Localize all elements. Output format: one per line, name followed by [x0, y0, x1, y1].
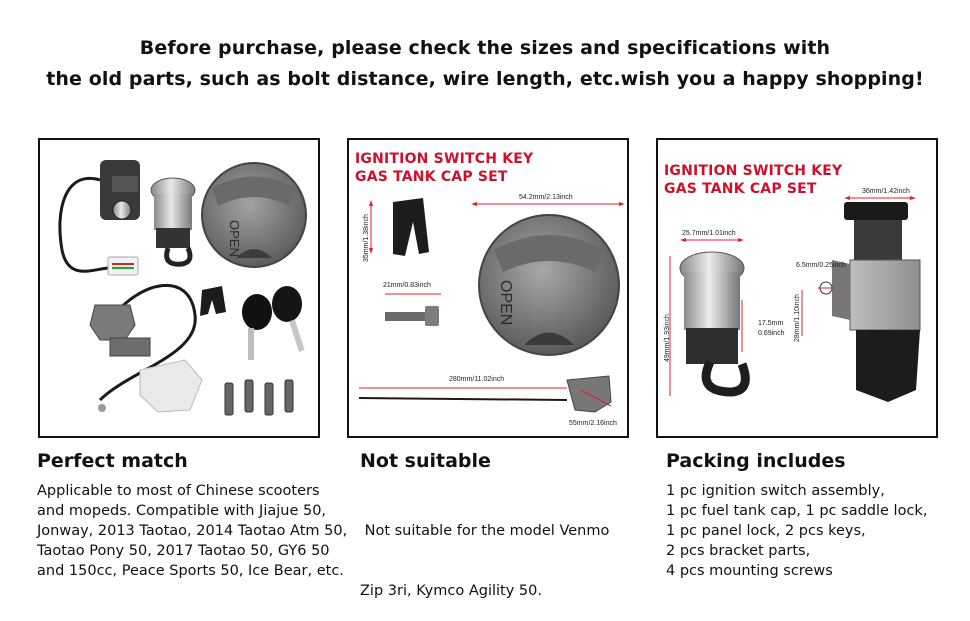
text-line: 1 pc fuel tank cap, 1 pc saddle lock,	[666, 503, 928, 519]
dimension-panel-cap	[347, 138, 629, 438]
panel3-illustration	[658, 140, 936, 436]
fuel-tank-cap	[202, 163, 306, 267]
text-line: and mopeds. Compatible with Jiajue 50,	[37, 503, 327, 519]
perfect-match-title: Perfect match	[37, 450, 188, 472]
not-suitable-text	[360, 481, 609, 621]
dim-hole: 6.5mm/0.25inch	[796, 262, 846, 269]
headline-line-2: the old parts, such as bolt distance, wire length, etc.wish you a happy shopping!	[46, 68, 924, 90]
text-line: 4 pcs mounting screws	[666, 563, 833, 579]
dim-switch-mount: 28mm/1.10inch	[794, 294, 801, 342]
product-overview-illustration	[40, 140, 318, 436]
packing-title: Packing includes	[666, 450, 846, 472]
not-suitable-title: Not suitable	[360, 450, 491, 472]
dim-end-bracket: 55mm/2.16inch	[569, 420, 617, 427]
text-line: Not suitable for the model Venmo	[360, 523, 610, 539]
dim-screw-length: 21mm/0.83inch	[383, 282, 431, 289]
text-line: 2 pcs bracket parts,	[666, 543, 811, 559]
dim-lock-inner-b: 0.69inch	[758, 330, 785, 337]
ignition-switch	[60, 160, 140, 275]
dimension-panel-lock	[656, 138, 938, 438]
text-line: Taotao Pony 50, 2017 Taotao 50, GY6 50	[37, 543, 330, 559]
dim-bracket-height: 35mm/1.38inch	[363, 214, 370, 262]
product-overview-image	[38, 138, 320, 438]
mounting-screws	[225, 380, 293, 415]
dim-cable-length: 280mm/11.02inch	[449, 376, 505, 383]
saddle-lock-cylinder	[680, 252, 745, 392]
headline-line-1: Before purchase, please check the sizes and specifications with	[139, 37, 831, 59]
screw	[385, 312, 425, 321]
text-line: and 150cc, Peace Sports 50, Ice Bear, etc.	[37, 563, 344, 579]
dim-lock-height: 49mm/1.93inch	[664, 314, 671, 362]
black-bracket	[200, 286, 226, 316]
panel2-title-line2: GAS TANK CAP SET	[355, 169, 508, 185]
panel2-title-line1: IGNITION SWITCH KEY	[355, 151, 534, 167]
bracket	[393, 198, 429, 256]
dim-lock-width: 25.7mm/1.01inch	[682, 230, 736, 237]
cable	[359, 398, 567, 400]
ignition-switch-body	[820, 202, 920, 402]
packing-text	[666, 481, 927, 581]
text-line: 1 pc ignition switch assembly,	[666, 483, 885, 499]
dim-lock-inner-a: 17.5mm	[758, 320, 784, 327]
text-line: 1 pc panel lock, 2 pcs keys,	[666, 523, 866, 539]
dim-cap-width: 54.2mm/2.13inch	[519, 194, 573, 201]
keys	[242, 286, 305, 360]
text-line: Jonway, 2013 Taotao, 2014 Taotao Atm 50,	[37, 523, 348, 539]
text-line: Applicable to most of Chinese scooters	[37, 483, 320, 499]
panel3-title-line1: IGNITION SWITCH KEY	[664, 163, 843, 179]
perfect-match-text	[37, 481, 347, 581]
saddle-lock	[151, 178, 195, 264]
headline	[0, 33, 970, 95]
panel3-title-line2: GAS TANK CAP SET	[664, 181, 817, 197]
text-line: Zip 3ri, Kymco Agility 50.	[360, 583, 542, 599]
cap-open-text: OPEN	[497, 280, 514, 326]
cap-open-text: OPEN	[227, 220, 242, 257]
dim-switch-width: 36mm/1.42inch	[862, 188, 910, 195]
panel-plate	[140, 360, 202, 412]
